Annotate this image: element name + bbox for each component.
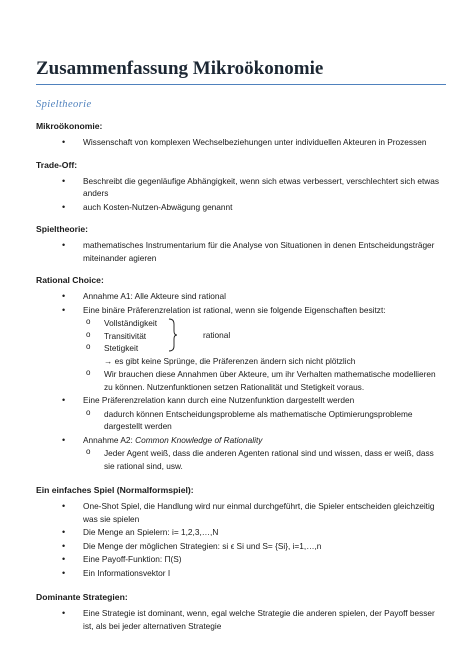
list-item xyxy=(36,304,446,394)
preference-text: Eine Präferenzrelation kann durch eine Nutzenfunktion dargestellt werden xyxy=(83,395,355,405)
list-item: • Ein Informationsvektor I xyxy=(36,567,446,580)
list-mikrooekonomie xyxy=(36,136,446,149)
list-item: o Wir brauchen diese Annahmen über Akteure, um ihr Verhalten mathematische modellieren zu können. Nutzenfunktionen setzen Rationalität und Stetigkeit voraus. xyxy=(83,368,446,393)
list-item: • Wissenschaft von komplexen Wechselbeziehungen unter individuellen Akteuren in Prozessen xyxy=(36,136,446,149)
list-item: • mathematisches Instrumentarium für die Analyse von Situationen in denen Entscheidungsträger miteinander agieren xyxy=(36,239,446,264)
heading-spieltheorie: Spieltheorie: xyxy=(36,224,89,234)
property-item: o Stetigkeit xyxy=(83,342,446,355)
list-item: • Eine Strategie ist dominant, wenn, egal welche Strategie die anderen spielen, der Payoff besser ist, als bei jeder alternativen Strategie xyxy=(36,607,446,632)
property-item: o Transitivität xyxy=(83,330,446,343)
heading-einfaches-spiel: Ein einfaches Spiel (Normalformspiel): xyxy=(36,485,194,495)
heading-mikrooekonomie: Mikroökonomie: xyxy=(36,121,103,131)
list-item: • Die Menge der möglichen Strategien: si ϵ Si und S= {Si}, i=1,…,n xyxy=(36,540,446,553)
assumption-a2-prefix: Annahme A2: xyxy=(83,434,136,445)
curly-brace-icon xyxy=(168,318,178,352)
rationality-properties xyxy=(83,317,446,393)
heading-rational-choice: Rational Choice: xyxy=(36,275,104,285)
list-item: • Beschreibt die gegenläufige Abhängigkeit, wenn sich etwas verbessert, verschlechtert sich etwas anders xyxy=(36,175,446,200)
list-item: o Jeder Agent weiß, dass die anderen Agenten rational sind und wissen, dass er weiß, dass sie rational sind, usw. xyxy=(83,447,446,472)
list-item xyxy=(36,394,446,433)
list-spieltheorie xyxy=(36,239,446,264)
title-underline xyxy=(36,84,446,85)
document-title: Zusammenfassung Mikroökonomie xyxy=(36,58,324,79)
list-item xyxy=(36,434,446,473)
property-item: o Vollständigkeit xyxy=(83,317,446,330)
assumption-a2-italic: Common Knowledge of Rationality xyxy=(135,434,263,445)
heading-dominante-strategien: Dominante Strategien: xyxy=(36,592,128,602)
list-item: • Annahme A1: Alle Akteure sind rational xyxy=(36,290,446,303)
section-subtitle: Spieltheorie xyxy=(36,99,92,110)
rational-label: rational xyxy=(203,330,231,340)
properties-list xyxy=(83,317,446,355)
list-dominante-strategien xyxy=(36,607,446,632)
document-page xyxy=(36,58,446,632)
list-item: • One-Shot Spiel, die Handlung wird nur einmal durchgeführt, die Spieler entscheiden gleichzeitig was sie spielen xyxy=(36,500,446,525)
binary-relation-text: Eine binäre Präferenzrelation ist rational, wenn sie folgende Eigenschaften besitzt: xyxy=(83,304,386,315)
heading-trade-off: Trade-Off: xyxy=(36,159,78,170)
preference-sub-list xyxy=(83,408,446,433)
list-trade-off xyxy=(36,175,446,214)
arrow-note: → es gibt keine Sprünge, die Präferenzen ändern sich nicht plötzlich xyxy=(104,355,356,366)
list-einfaches-spiel xyxy=(36,500,446,579)
list-item: o dadurch können Entscheidungsprobleme als mathematische Optimierungsprobleme dargestellt werden xyxy=(83,408,446,433)
list-item: • auch Kosten-Nutzen-Abwägung genannt xyxy=(36,201,446,214)
a2-sub-list xyxy=(83,447,446,472)
list-item: • Eine Payoff-Funktion: Π(S) xyxy=(36,553,446,566)
needs-list xyxy=(83,368,446,393)
list-item: • Die Menge an Spielern: i= 1,2,3,…,N xyxy=(36,526,446,539)
list-rational-choice xyxy=(36,290,446,472)
